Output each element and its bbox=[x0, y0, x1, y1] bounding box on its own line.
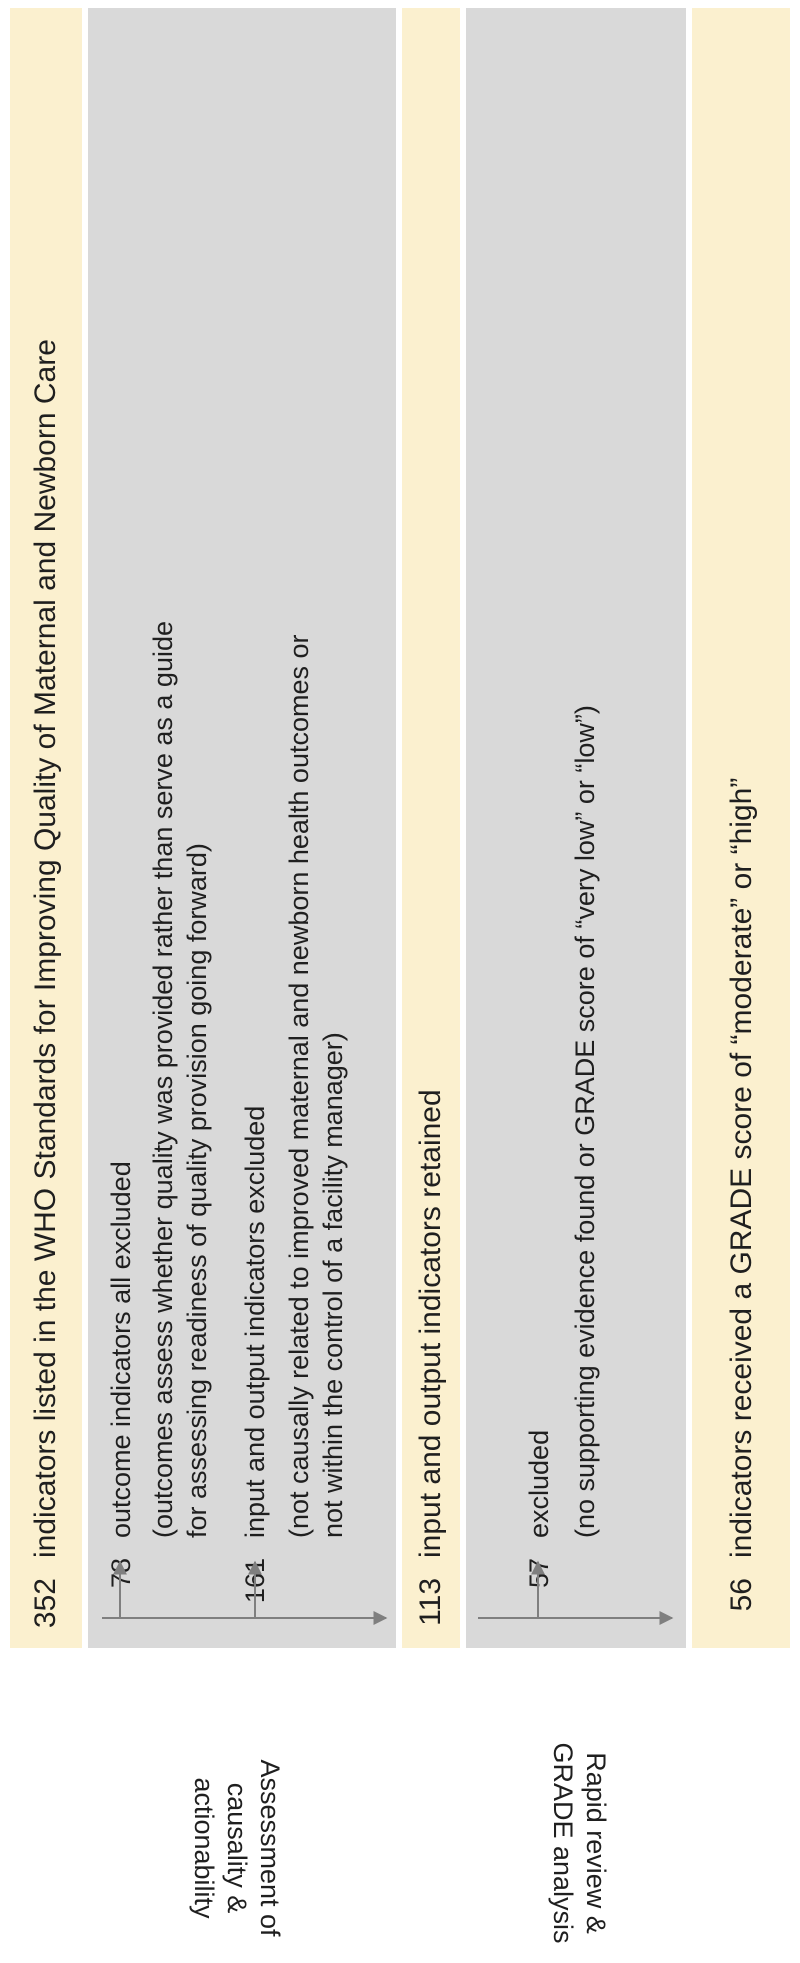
retained-count: 113 bbox=[414, 1578, 447, 1626]
exclusion-57-title: excluded bbox=[524, 1429, 554, 1538]
exclusion-57-count: 57 bbox=[524, 1558, 554, 1589]
final-text: indicators received a GRADE score of “moderate” or “high” bbox=[725, 777, 758, 1558]
exclusion-161-count: 161 bbox=[240, 1558, 270, 1604]
exclusion-57-note-1: (no supporting evidence found or GRADE score of “very low” or “low”) bbox=[570, 705, 600, 1538]
stage1-label: Assessment of causality & actionability bbox=[189, 1759, 285, 1937]
exclusion-78-note-1: (outcomes assess whether quality was provided rather than serve as a guide bbox=[148, 621, 178, 1538]
exclusion-78-count: 78 bbox=[106, 1558, 136, 1589]
start-count: 352 bbox=[29, 1578, 62, 1629]
final-count: 56 bbox=[725, 1578, 758, 1612]
retained-text: input and output indicators retained bbox=[414, 1089, 447, 1558]
stage2-label: Rapid review & GRADE analysis bbox=[548, 1742, 611, 1944]
start-text: indicators listed in the WHO Standards for Improving Quality of Maternal and Newborn Care bbox=[29, 339, 62, 1558]
exclusion-161-note-2: not within the control of a facility manager) bbox=[318, 1032, 348, 1538]
exclusion-78-title: outcome indicators all excluded bbox=[106, 1161, 136, 1538]
exclusion-78-note-2: for assessing readiness of quality provision going forward) bbox=[182, 843, 212, 1538]
exclusion-161-note-1: (not causally related to improved maternal and newborn health outcomes or bbox=[284, 634, 314, 1538]
exclusion-161-title: input and output indicators excluded bbox=[240, 1105, 270, 1538]
